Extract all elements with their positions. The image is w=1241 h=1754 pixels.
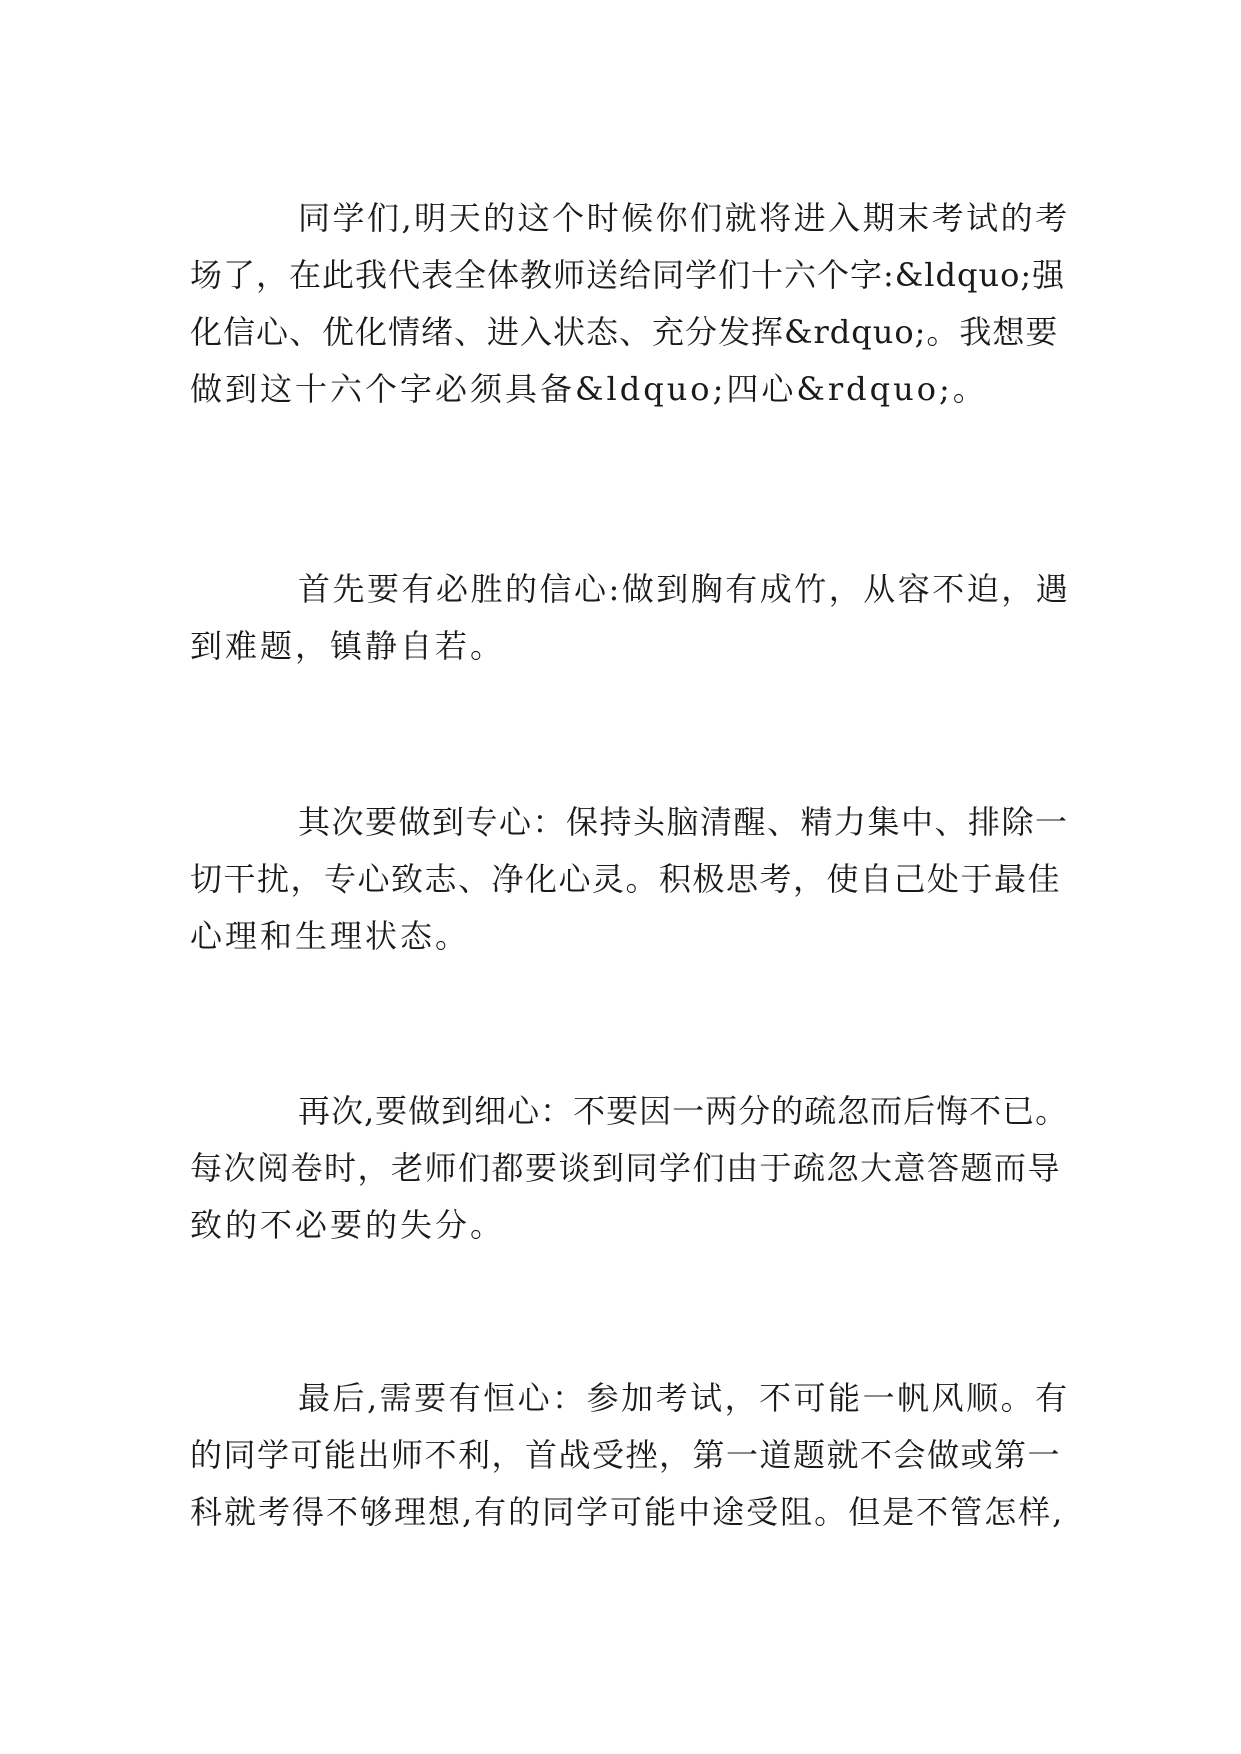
paragraph-line: 最后,需要有恒心：参加考试，不可能一帆风顺。有 bbox=[298, 1379, 1070, 1417]
paragraph-line: 致的不必要的失分。 bbox=[190, 1206, 506, 1244]
paragraph-line: 科就考得不够理想,有的同学可能中途受阻。但是不管怎样, bbox=[190, 1493, 1065, 1531]
paragraph-line: 其次要做到专心：保持头脑清醒、精力集中、排除一 bbox=[298, 803, 1069, 841]
paragraph-line: 的同学可能出师不利，首战受挫，第一道题就不会做或第一 bbox=[190, 1436, 1062, 1474]
paragraph-line: 心理和生理状态。 bbox=[190, 917, 471, 955]
paragraph-line: 场了，在此我代表全体教师送给同学们十六个字:&ldquo;强 bbox=[190, 256, 1066, 294]
paragraph-line: 切干扰，专心致志、净化心灵。积极思考，使自己处于最佳 bbox=[190, 860, 1062, 898]
paragraph-line: 同学们,明天的这个时候你们就将进入期末考试的考 bbox=[298, 199, 1070, 237]
paragraph-line: 到难题，镇静自若。 bbox=[190, 627, 506, 665]
paragraph-line: 化信心、优化情绪、进入状态、充分发挥&rdquo;。我想要 bbox=[190, 313, 1059, 351]
paragraph-line: 首先要有必胜的信心:做到胸有成竹，从容不迫，遇 bbox=[298, 570, 1071, 608]
paragraph-line: 做到这十六个字必须具备&ldquo;四心&rdquo;。 bbox=[190, 370, 988, 408]
paragraph-line: 每次阅卷时，老师们都要谈到同学们由于疏忽大意答题而导 bbox=[190, 1149, 1062, 1187]
paragraph-line: 再次,要做到细心：不要因一两分的疏忽而后悔不已。 bbox=[298, 1092, 1069, 1130]
